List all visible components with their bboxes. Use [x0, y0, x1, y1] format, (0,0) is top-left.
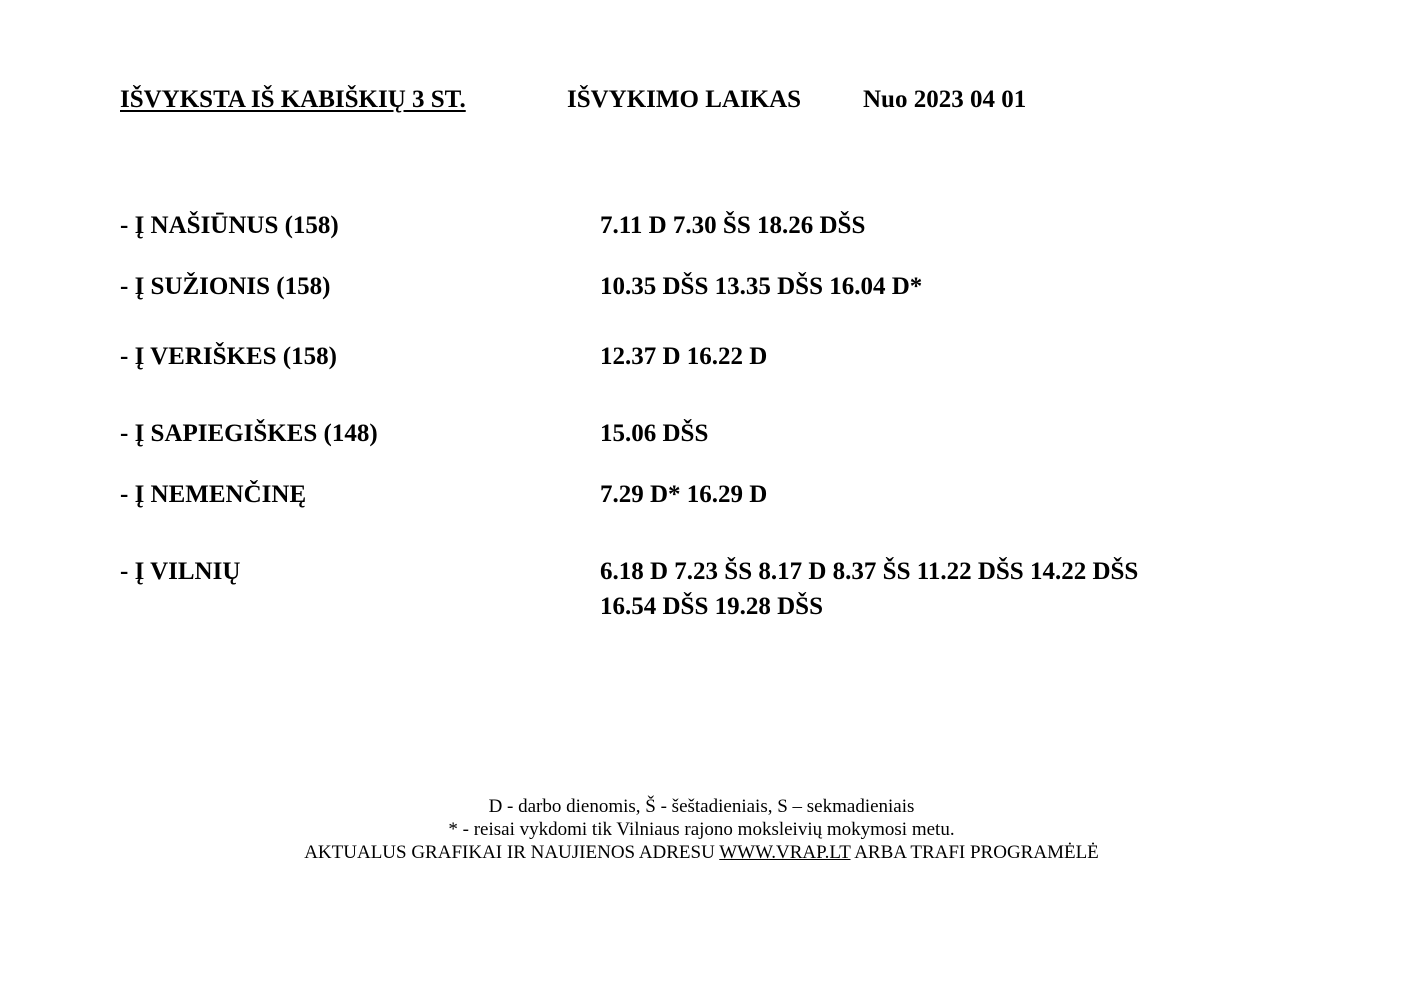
info-line: [0, 841, 1403, 864]
route-times: 7.11 D 7.30 ŠS 18.26 DŠS: [600, 212, 866, 239]
schedule-footer: [0, 795, 1403, 864]
route-times: 10.35 DŠS 13.35 DŠS 16.04 D*: [600, 273, 923, 300]
route-times: 7.29 D* 16.29 D: [600, 481, 768, 508]
route-destination: - Į SUŽIONIS (158): [120, 273, 331, 300]
route-destination: - Į NEMENČINĘ: [120, 481, 307, 508]
info-suffix: ARBA TRAFI PROGRAMĖLĖ: [850, 842, 1099, 863]
note-text: * - reisai vykdomi tik Vilniaus rajono moksleivių mokymosi metu.: [448, 819, 955, 840]
route-destination: - Į SAPIEGIŠKES (148): [120, 420, 378, 447]
route-times: 15.06 DŠS: [600, 420, 709, 447]
info-prefix: AKTUALUS GRAFIKAI IR NAUJIENOS ADRESU: [304, 842, 720, 863]
departure-time-label: IŠVYKIMO LAIKAS: [567, 86, 802, 113]
route-destination: - Į NAŠIŪNUS (158): [120, 212, 339, 239]
route-destination: - Į VILNIŲ: [120, 558, 241, 585]
route-times: 12.37 D 16.22 D: [600, 343, 768, 370]
website-link[interactable]: WWW.VRAP.LT: [719, 842, 851, 863]
route-times: 6.18 D 7.23 ŠS 8.17 D 8.37 ŠS 11.22 DŠS 14.22 DŠS 16.54 DŠS 19.28 DŠS: [600, 558, 1139, 620]
legend-text: D - darbo dienomis, Š - šeštadieniais, S – sekmadieniais: [488, 796, 915, 817]
route-destination: - Į VERIŠKES (158): [120, 343, 337, 370]
valid-from-date: Nuo 2023 04 01: [863, 86, 1027, 113]
stop-name: IŠVYKSTA IŠ KABIŠKIŲ 3 ST.: [120, 86, 466, 113]
